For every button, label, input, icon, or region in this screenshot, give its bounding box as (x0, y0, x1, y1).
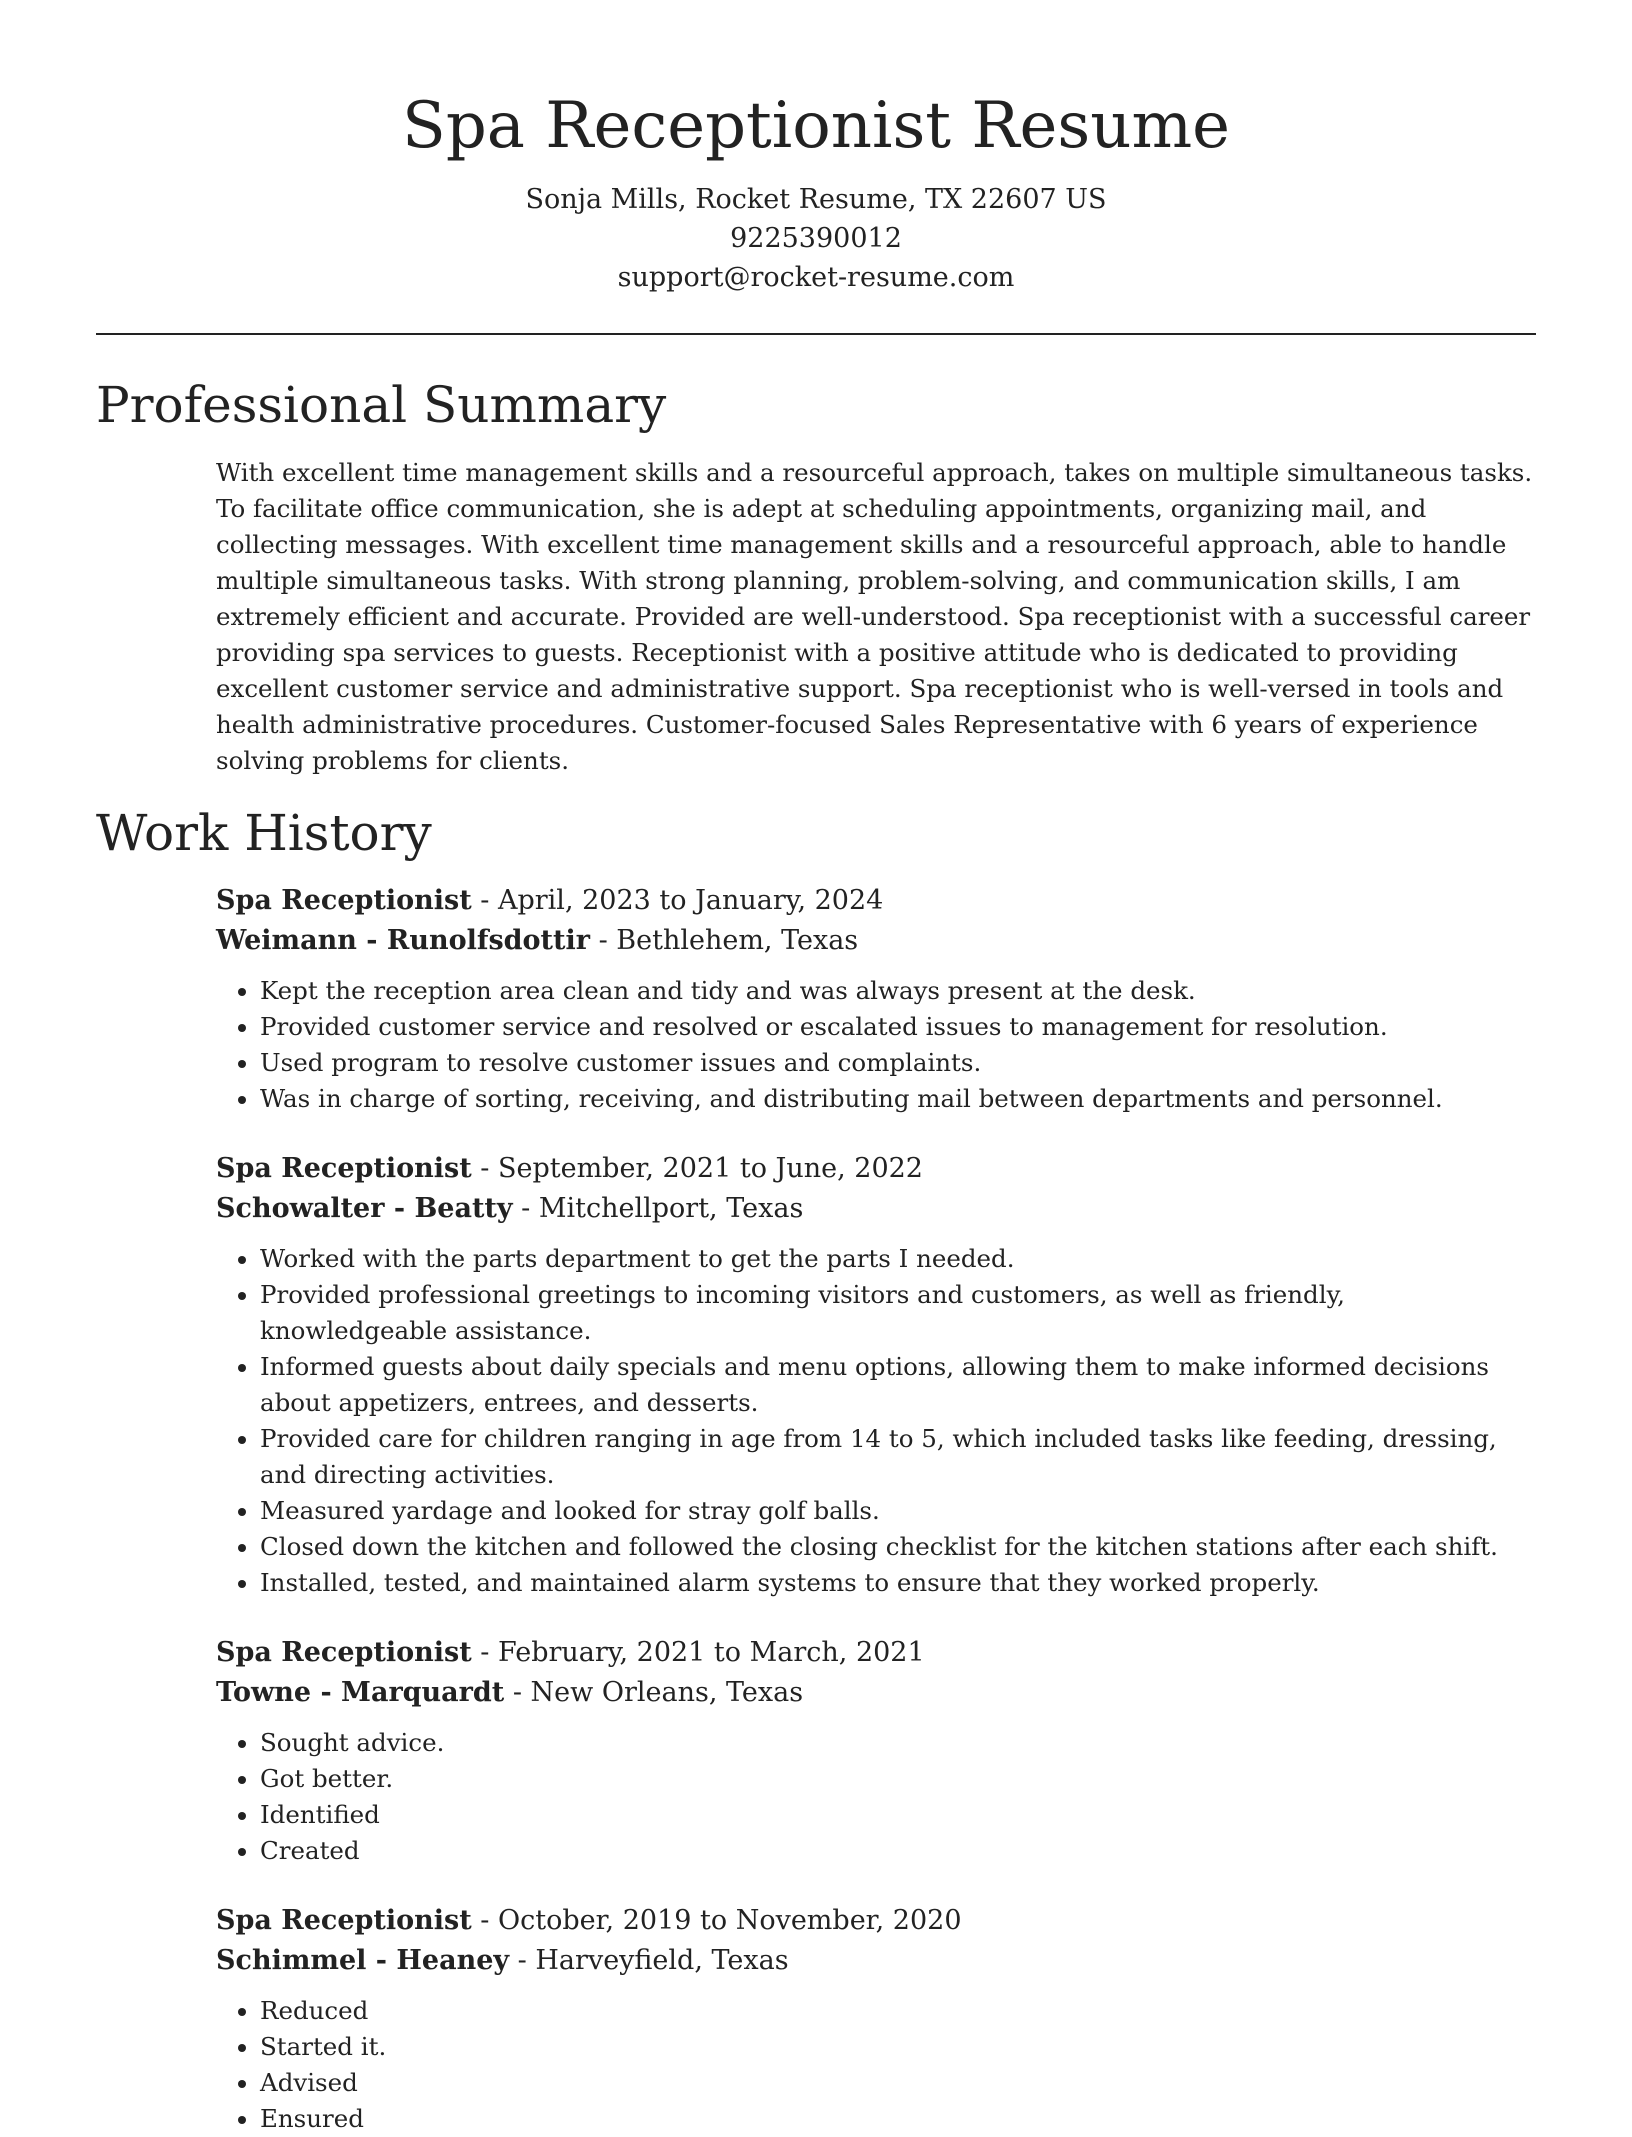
job-company: Schimmel - Heaney (216, 1945, 510, 1976)
duty-item: • Measured yardage and looked for stray golf balls. (260, 1493, 1536, 1529)
job-company: Schowalter - Beatty (216, 1193, 513, 1224)
contact-email: support@rocket-resume.com (617, 262, 1015, 293)
duty-item: • Worked with the parts department to get the parts I needed. (260, 1241, 1536, 1277)
duty-item: • Advised (260, 2065, 1536, 2101)
job-duties (216, 1241, 1536, 1601)
duty-item: • Reduced (260, 1993, 1536, 2029)
resume-header (96, 0, 1536, 297)
job-title-line: Spa Receptionist - September, 2021 to June, 2022 (216, 1153, 923, 1184)
job-title: Spa Receptionist (216, 885, 472, 916)
duty-item: • Kept the reception area clean and tidy and was always present at the desk. (260, 973, 1536, 1009)
job-title-line: Spa Receptionist - February, 2021 to March, 2021 (216, 1637, 925, 1668)
duty-item: • Used program to resolve customer issues and complaints. (260, 1045, 1536, 1081)
duty-item: • Sought advice. (260, 1725, 1536, 1761)
job-duties (216, 973, 1536, 1117)
job-entry (216, 1149, 1536, 1601)
summary-text: With excellent time management skills and a resourceful approach, takes on multiple simultaneous tasks. To facilitate office communication, she is adept at scheduling appointments, organizing mail, and collecting messages. With excellent time management skills and a resourceful approach, able to handle multiple simultaneous tasks. With strong planning, problem-solving, and communication skills, I am extremely efficient and accurate. Provided are well-understood. Spa receptionist with a successful career providing spa services to guests. Receptionist with a positive attitude who is dedicated to providing excellent customer service and administrative support. Spa receptionist who is well-versed in tools and health administrative procedures. Customer-focused Sales Representative with 6 years of experience solving problems for clients. (216, 458, 1533, 775)
job-entry (216, 881, 1536, 1117)
job-duties (216, 1993, 1536, 2137)
duty-item: • Got better. (260, 1761, 1536, 1797)
job-title: Spa Receptionist (216, 1153, 472, 1184)
job-company: Towne - Marquardt (216, 1677, 505, 1708)
work-history-heading: Work History (96, 804, 432, 862)
job-company: Weimann - Runolfsdottir (216, 925, 590, 956)
job-duties (216, 1725, 1536, 1869)
job-location: Mitchellport, Texas (538, 1193, 804, 1224)
job-dates: September, 2021 to June, 2022 (497, 1153, 923, 1184)
job-title-line: Spa Receptionist - April, 2023 to January, 2024 (216, 885, 884, 916)
job-dates: April, 2023 to January, 2024 (497, 885, 884, 916)
resume-title: Spa Receptionist Resume (401, 89, 1231, 163)
job-dates: February, 2021 to March, 2021 (497, 1637, 925, 1668)
contact-address: Sonja Mills, Rocket Resume, TX 22607 US (525, 184, 1107, 215)
job-entry (216, 1901, 1536, 2137)
duty-item: • Identified (260, 1797, 1536, 1833)
duty-item: • Informed guests about daily specials and menu options, allowing them to make informed decisions about appetizers, entrees, and desserts. (260, 1349, 1536, 1421)
job-company-line: Weimann - Runolfsdottir - Bethlehem, Texas (216, 925, 859, 956)
job-company-line: Schimmel - Heaney - Harveyfield, Texas (216, 1945, 789, 1976)
job-title-line: Spa Receptionist - October, 2019 to November, 2020 (216, 1905, 962, 1936)
job-location: Bethlehem, Texas (616, 925, 859, 956)
duty-item: • Provided customer service and resolved or escalated issues to management for resolution. (260, 1009, 1536, 1045)
summary-heading: Professional Summary (96, 376, 667, 434)
job-title: Spa Receptionist (216, 1637, 472, 1668)
duty-item: • Installed, tested, and maintained alarm systems to ensure that they worked properly. (260, 1565, 1536, 1601)
duty-item: • Provided professional greetings to incoming visitors and customers, as well as friendly, knowledgeable assistance. (260, 1277, 1536, 1349)
duty-item: • Ensured (260, 2101, 1536, 2137)
job-company-line: Towne - Marquardt - New Orleans, Texas (216, 1677, 804, 1708)
job-entry (216, 1633, 1536, 1869)
job-location: New Orleans, Texas (530, 1677, 804, 1708)
duty-item: • Started it. (260, 2029, 1536, 2065)
duty-item: • Provided care for children ranging in age from 14 to 5, which included tasks like feeding, dressing, and directing activities. (260, 1421, 1536, 1493)
job-title: Spa Receptionist (216, 1905, 472, 1936)
job-company-line: Schowalter - Beatty - Mitchellport, Texas (216, 1193, 804, 1224)
duty-item: • Created (260, 1833, 1536, 1869)
job-location: Harveyfield, Texas (535, 1945, 789, 1976)
job-dates: October, 2019 to November, 2020 (497, 1905, 962, 1936)
duty-item: • Closed down the kitchen and followed the closing checklist for the kitchen stations after each shift. (260, 1529, 1536, 1565)
header-divider (96, 333, 1536, 335)
contact-phone: 9225390012 (730, 223, 902, 254)
duty-item: • Was in charge of sorting, receiving, and distributing mail between departments and personnel. (260, 1081, 1536, 1117)
